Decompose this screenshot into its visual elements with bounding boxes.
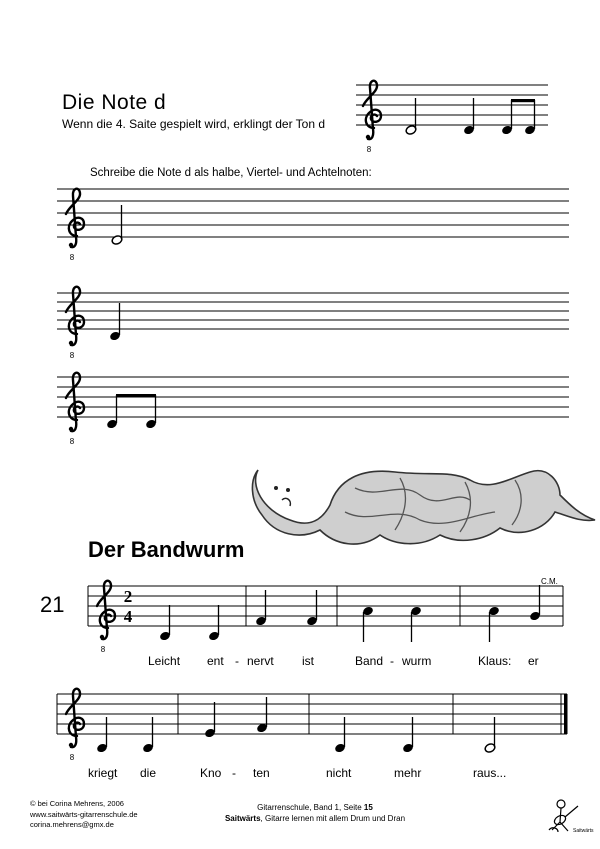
song-notes-line-2 <box>96 697 496 754</box>
time-signature-top: 2 <box>123 587 133 606</box>
composer-label: C.M. <box>541 577 558 586</box>
staff-example <box>356 81 548 154</box>
treble-clef-icon <box>97 581 115 654</box>
lyric-word: ten <box>253 766 270 780</box>
song-title: Der Bandwurm <box>88 537 245 562</box>
time-signature <box>124 587 133 626</box>
lyric-word: Leicht <box>148 654 181 668</box>
song-staff-2 <box>57 689 568 762</box>
website-link[interactable]: www.saitwärts-gitarrenschule.de <box>30 809 138 819</box>
note-quarter <box>109 303 121 342</box>
exercise-staff-3 <box>57 373 569 446</box>
page-title: Die Note d <box>62 91 167 114</box>
lyric-word: raus... <box>473 766 507 780</box>
book-reference: Gitarrenschule, Band 1, Seite <box>257 803 364 812</box>
note-eighth-pair <box>106 394 157 430</box>
treble-clef-icon <box>66 689 84 762</box>
note-quarter <box>463 98 475 136</box>
lyric-word: ist <box>302 654 314 668</box>
lyric-hyphen: - <box>232 766 236 780</box>
page-number: 15 <box>363 803 373 812</box>
exercise-instruction: Schreibe die Note d als halbe, Viertel- und Achtelnoten: <box>90 167 372 179</box>
lyric-word: nervt <box>247 654 274 668</box>
brand-tagline: , Gitarre lernen mit allem Drum und Dran <box>260 814 406 823</box>
copyright-text: © bei Corina Mehrens, 2006 <box>30 799 124 808</box>
song-number: 21 <box>40 592 65 617</box>
page-subtitle: Wenn die 4. Saite gespielt wird, erklingt der Ton d <box>62 117 326 131</box>
lyric-hyphen: - <box>390 654 394 668</box>
lyric-word: Kno <box>200 766 222 780</box>
lyric-word: ent <box>207 654 224 668</box>
note-half <box>405 98 417 136</box>
lyric-word: die <box>140 766 157 780</box>
tapeworm-illustration <box>252 470 595 544</box>
lyric-word: mehr <box>394 766 422 780</box>
treble-clef-icon <box>66 287 84 360</box>
note-eighth-pair <box>501 99 536 136</box>
song-notes-line-1 <box>159 585 541 642</box>
song-staff-1 <box>88 581 563 654</box>
lyric-word: nicht <box>326 766 352 780</box>
treble-clef-icon <box>363 81 381 154</box>
brand-name: Saitwärts <box>224 814 261 823</box>
lyric-word: Band <box>355 654 384 668</box>
logo-text: Saitwärts <box>573 828 594 834</box>
lyric-word: er <box>528 654 539 668</box>
treble-clef-icon <box>66 373 84 446</box>
time-signature-bottom: 4 <box>123 607 133 626</box>
lyric-word: kriegt <box>88 766 118 780</box>
exercise-staff-2 <box>57 287 569 360</box>
lyric-hyphen: - <box>235 654 239 668</box>
lyric-word: Klaus: <box>478 654 512 668</box>
email-link[interactable]: corina.mehrens@gmx.de <box>30 820 114 829</box>
guitarist-logo-icon <box>549 800 594 834</box>
lyric-word: wurm <box>402 654 432 668</box>
exercise-staff-1 <box>57 189 569 262</box>
